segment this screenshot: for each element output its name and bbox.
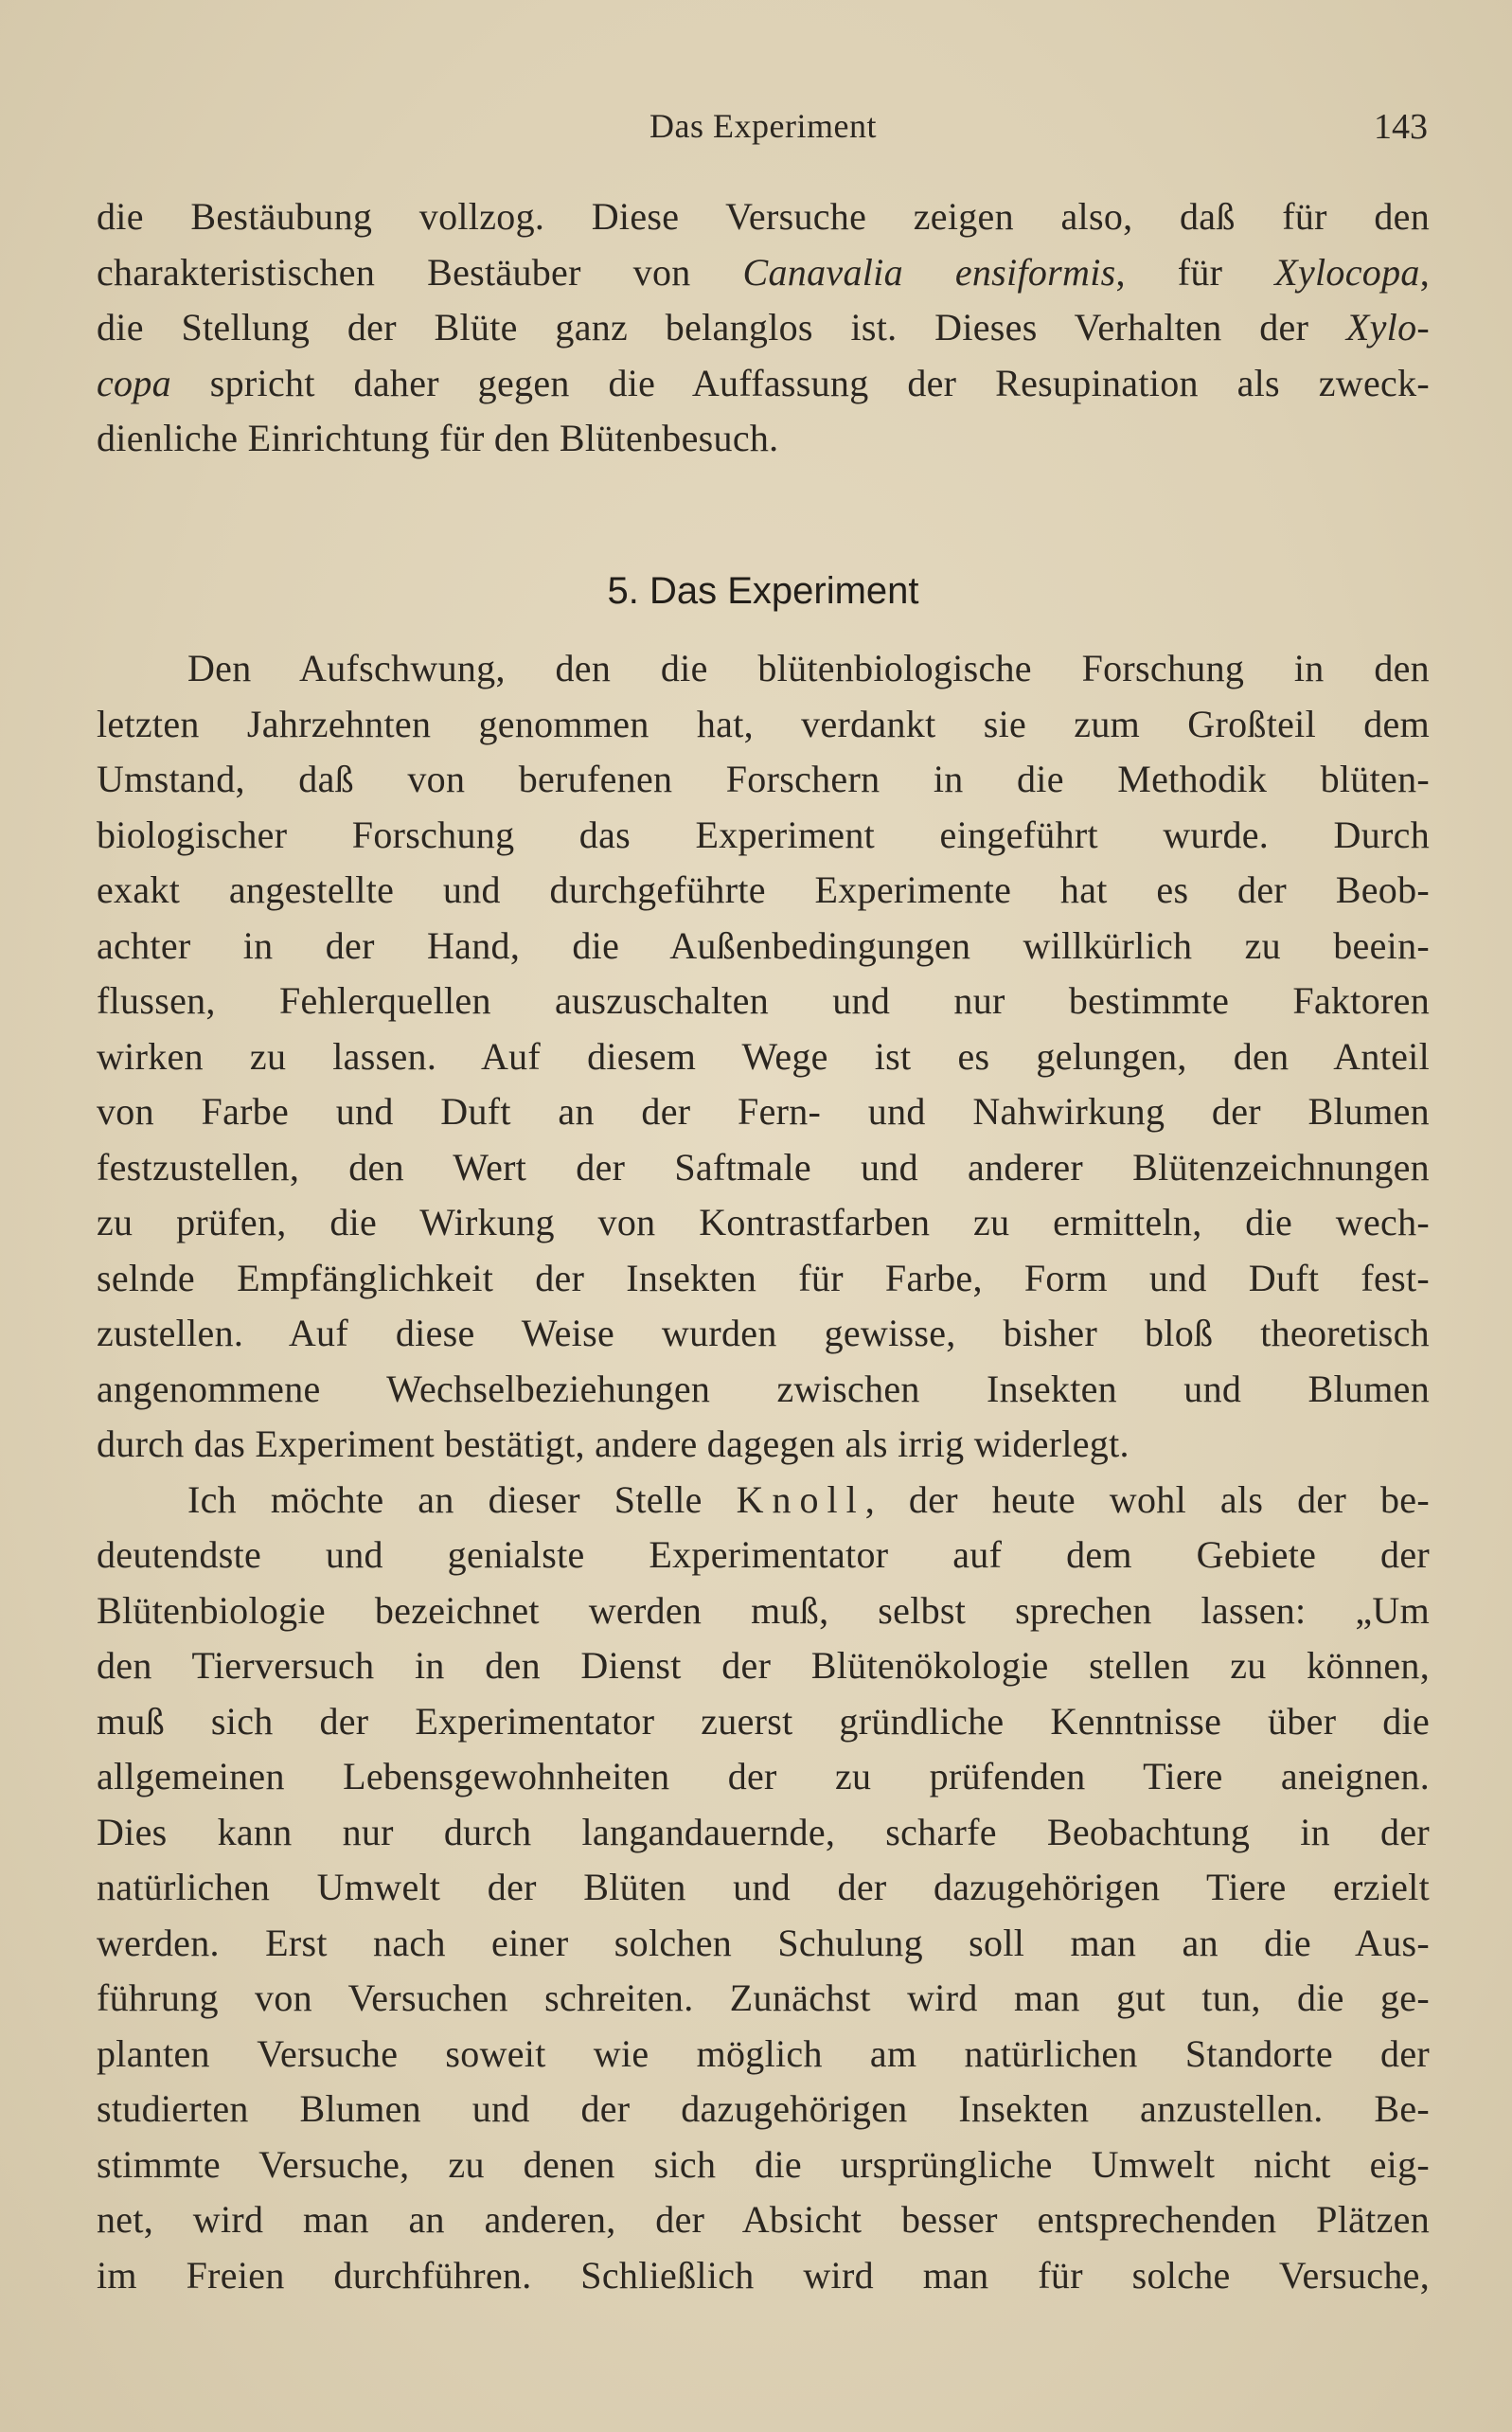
text-line (97, 1528, 1430, 1583)
text-line (97, 974, 1430, 1029)
text-line (97, 245, 1430, 301)
text-segment: dienliche Einrichtung für den Blütenbesuch. (97, 417, 779, 459)
text-segment: studierten Blumen und der dazugehörigen Insekten anzustellen. Be- (97, 2087, 1430, 2130)
running-title: Das Experiment (649, 107, 877, 145)
text-segment: festzustellen, den Wert der Saftmale und anderer Blütenzeichnungen (97, 1145, 1430, 1189)
text-segment: , für (1115, 250, 1275, 294)
text-line (97, 1694, 1430, 1750)
text-segment: spricht daher gegen die Auffassung der Resupination als zweck- (170, 361, 1430, 404)
text-segment: die Stellung der Blüte ganz belanglos ist. Dieses Verhalten der (97, 306, 1346, 349)
text-segment: deutendste und genialste Experimentator auf dem Gebiete der (97, 1533, 1430, 1576)
text-line (97, 1971, 1430, 2027)
text-segment: zustellen. Auf diese Weise wurden gewisse, bisher bloß theoretisch (97, 1312, 1430, 1354)
text-segment: die Bestäubung vollzog. Diese Versuche zeigen also, daß für den (97, 195, 1430, 238)
text-line (97, 2248, 1430, 2304)
text-segment: charakteristischen Bestäuber von (97, 250, 743, 294)
text-line (97, 1306, 1430, 1362)
italic-text: Xylo- (1345, 306, 1430, 349)
text-line (97, 356, 1430, 412)
text-line (97, 1805, 1430, 1861)
text-segment: angenommene Wechselbeziehungen zwischen Insekten und Blumen (97, 1367, 1430, 1410)
text-segment: den Tierversuch in den Dienst der Blütenökologie stellen zu können, (97, 1644, 1430, 1687)
text-line (97, 2137, 1430, 2193)
text-segment: flussen, Fehlerquellen auszuschalten und nur bestimmte Faktoren (97, 979, 1430, 1022)
text-line (97, 1583, 1430, 1639)
text-line (97, 1140, 1430, 1196)
text-segment: Umstand, daß von berufenen Forschern in die Methodik blüten- (97, 758, 1430, 800)
text-segment: von Farbe und Duft an der Fern- und Nahwirkung der Blumen (97, 1090, 1430, 1133)
text-line (97, 1638, 1430, 1694)
text-line (97, 189, 1430, 245)
section-heading: 5. Das Experiment (607, 570, 919, 612)
text-line (97, 1473, 1430, 1529)
text-segment: exakt angestellte und durchgeführte Experimente hat es der Beob- (97, 868, 1430, 911)
text-segment: stimmte Versuche, zu denen sich die ursprüngliche Umwelt nicht eig- (97, 2142, 1430, 2186)
text-line (97, 863, 1430, 919)
italic-text: Canavalia ensiformis (742, 250, 1116, 294)
text-segment: zu prüfen, die Wirkung von Kontrastfarben zu ermitteln, die wech- (97, 1201, 1430, 1243)
text-line (97, 300, 1430, 356)
text-segment: Blütenbiologie bezeichnet werden muß, selbst sprechen lassen: „Um (97, 1588, 1430, 1632)
text-line (97, 1417, 1430, 1473)
text-segment: planten Versuche soweit wie möglich am natürlichen Standorte der (97, 2031, 1430, 2075)
text-segment: selnde Empfänglichkeit der Insekten für Farbe, Form und Duft fest- (97, 1256, 1430, 1299)
text-segment: allgemeinen Lebensgewohnheiten der zu prüfenden Tiere aneignen. (97, 1755, 1430, 1797)
text-line (97, 1860, 1430, 1916)
text-line (97, 1084, 1430, 1140)
paragraph-experiment (97, 641, 1430, 2303)
text-segment: natürlichen Umwelt der Blüten und der dazugehörigen Tiere erzielt (97, 1866, 1430, 1908)
italic-text: copa (97, 361, 171, 404)
text-line (97, 1251, 1430, 1307)
text-segment: führung von Versuchen schreiten. Zunächst wird man gut tun, die ge- (97, 1976, 1430, 2019)
text-segment: werden. Erst nach einer solchen Schulung soll man an die Aus- (97, 1921, 1430, 1964)
text-segment: net, wird man an anderen, der Absicht besser entsprechenden Plätzen (97, 2198, 1430, 2241)
spaced-name-text: Knoll (736, 1477, 865, 1521)
text-segment: wirken zu lassen. Auf diesem Wege ist es gelungen, den Anteil (97, 1034, 1430, 1078)
text-line (97, 411, 1430, 467)
text-segment: durch das Experiment bestätigt, andere dagegen als irrig widerlegt. (97, 1422, 1130, 1465)
text-segment: im Freien durchführen. Schließlich wird man für solche Versuche, (97, 2253, 1430, 2297)
text-line (97, 2027, 1430, 2083)
running-header (98, 106, 1428, 153)
text-segment: achter in der Hand, die Außenbedingungen willkürlich zu beein- (97, 923, 1430, 967)
text-line (97, 808, 1430, 864)
paragraph-resupination (97, 189, 1430, 467)
text-segment: Dies kann nur durch langandauernde, scharfe Beobachtung in der (97, 1810, 1430, 1853)
text-line (97, 697, 1430, 753)
italic-text: Xylocopa (1274, 250, 1420, 294)
text-line (97, 2082, 1430, 2137)
text-segment: letzten Jahrzehnten genommen hat, verdankt sie zum Großteil dem (97, 702, 1430, 745)
text-segment: muß sich der Experimentator zuerst gründliche Kenntnisse über die (97, 1699, 1430, 1743)
text-line (97, 752, 1430, 808)
text-segment: Ich möchte an dieser Stelle (187, 1477, 737, 1521)
text-segment: Den Aufschwung, den die blütenbiologische Forschung in den (187, 647, 1430, 689)
text-line (97, 1362, 1430, 1418)
text-line (97, 1195, 1430, 1251)
page-number: 143 (1374, 107, 1428, 147)
text-line (97, 919, 1430, 975)
text-line (97, 1916, 1430, 1972)
text-segment: biologischer Forschung das Experiment eingeführt wurde. Durch (97, 813, 1430, 856)
text-line (97, 2192, 1430, 2248)
text-line (97, 641, 1430, 697)
text-segment: , der heute wohl als der be- (864, 1477, 1430, 1521)
text-segment: , (1419, 250, 1430, 294)
text-line (97, 1749, 1430, 1805)
text-line (97, 1029, 1430, 1085)
